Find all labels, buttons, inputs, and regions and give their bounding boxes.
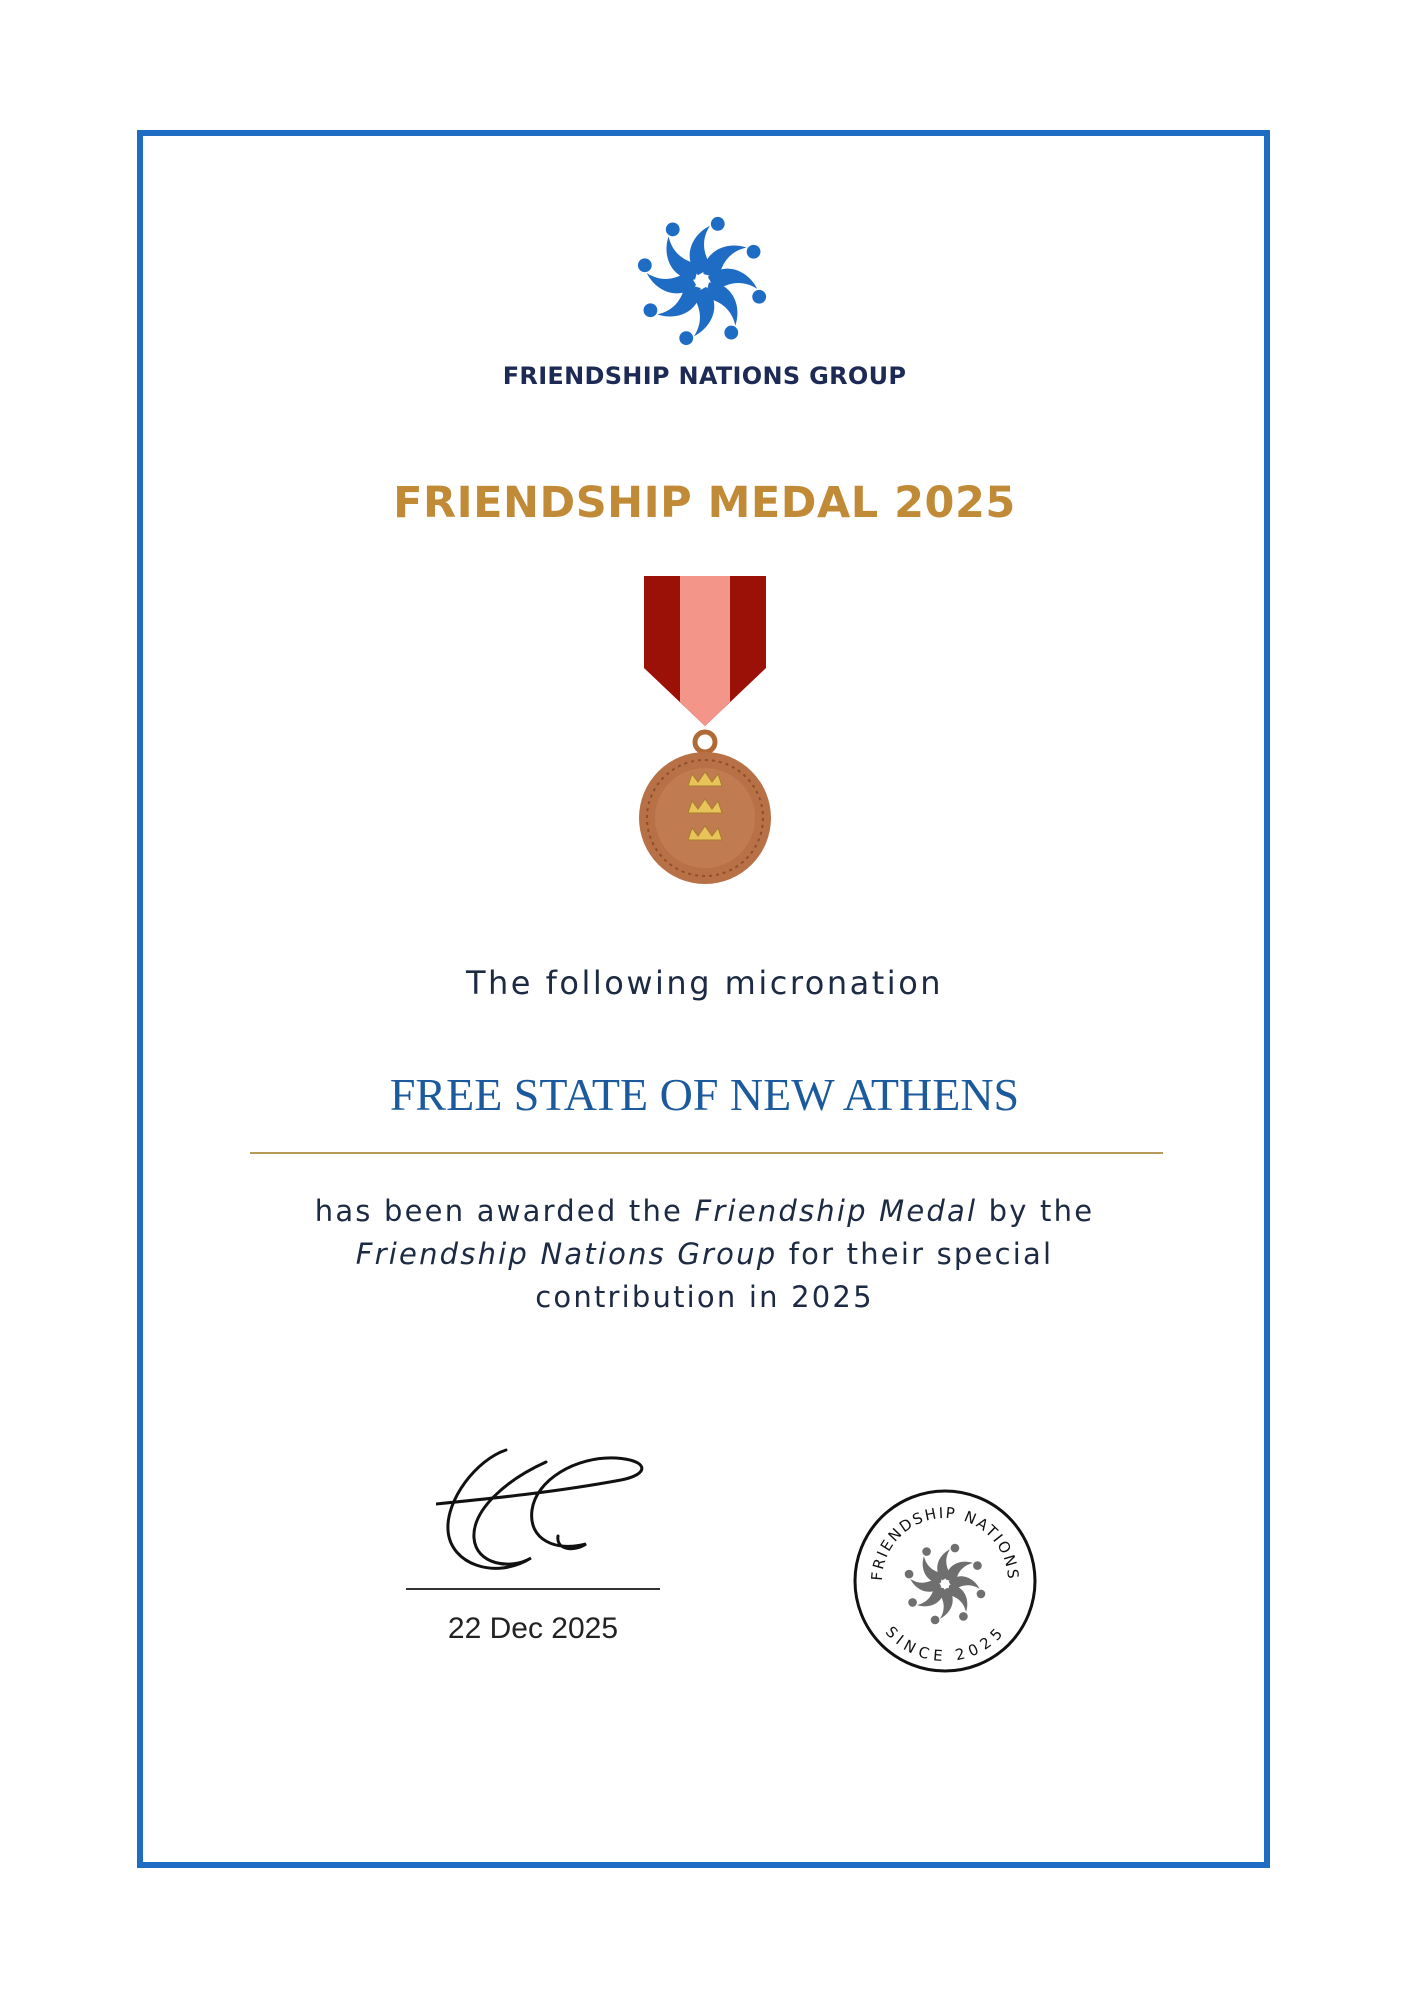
award-text-line-1: has been awarded the Friendship Medal by the — [314, 1194, 1095, 1228]
recipient-underline — [250, 1152, 1163, 1154]
signature-line — [406, 1588, 660, 1590]
friendship-pinwheel-logo-icon — [632, 212, 772, 350]
award-text-line-2: Friendship Nations Group for their special — [355, 1237, 1054, 1271]
bronze-medal-icon — [636, 576, 774, 884]
recipient-name: FREE STATE OF NEW ATHENS — [389, 1069, 1020, 1120]
svg-text:FRIENDSHIP NATIONS: FRIENDSHIP NATIONS — [867, 1503, 1023, 1582]
svg-text:SINCE 2025: SINCE 2025 — [881, 1622, 1009, 1666]
intro-text: The following micronation — [465, 964, 944, 1002]
award-text — [0, 1190, 1409, 1319]
medal-title: FRIENDSHIP MEDAL 2025 — [393, 478, 1016, 528]
organization-name: FRIENDSHIP NATIONS GROUP — [502, 362, 907, 390]
signature-date: 22 Dec 2025 — [447, 1612, 619, 1645]
handwritten-signature — [436, 1440, 656, 1580]
friendship-nations-stamp — [852, 1488, 1038, 1674]
award-text-line-3: contribution in 2025 — [535, 1280, 874, 1314]
